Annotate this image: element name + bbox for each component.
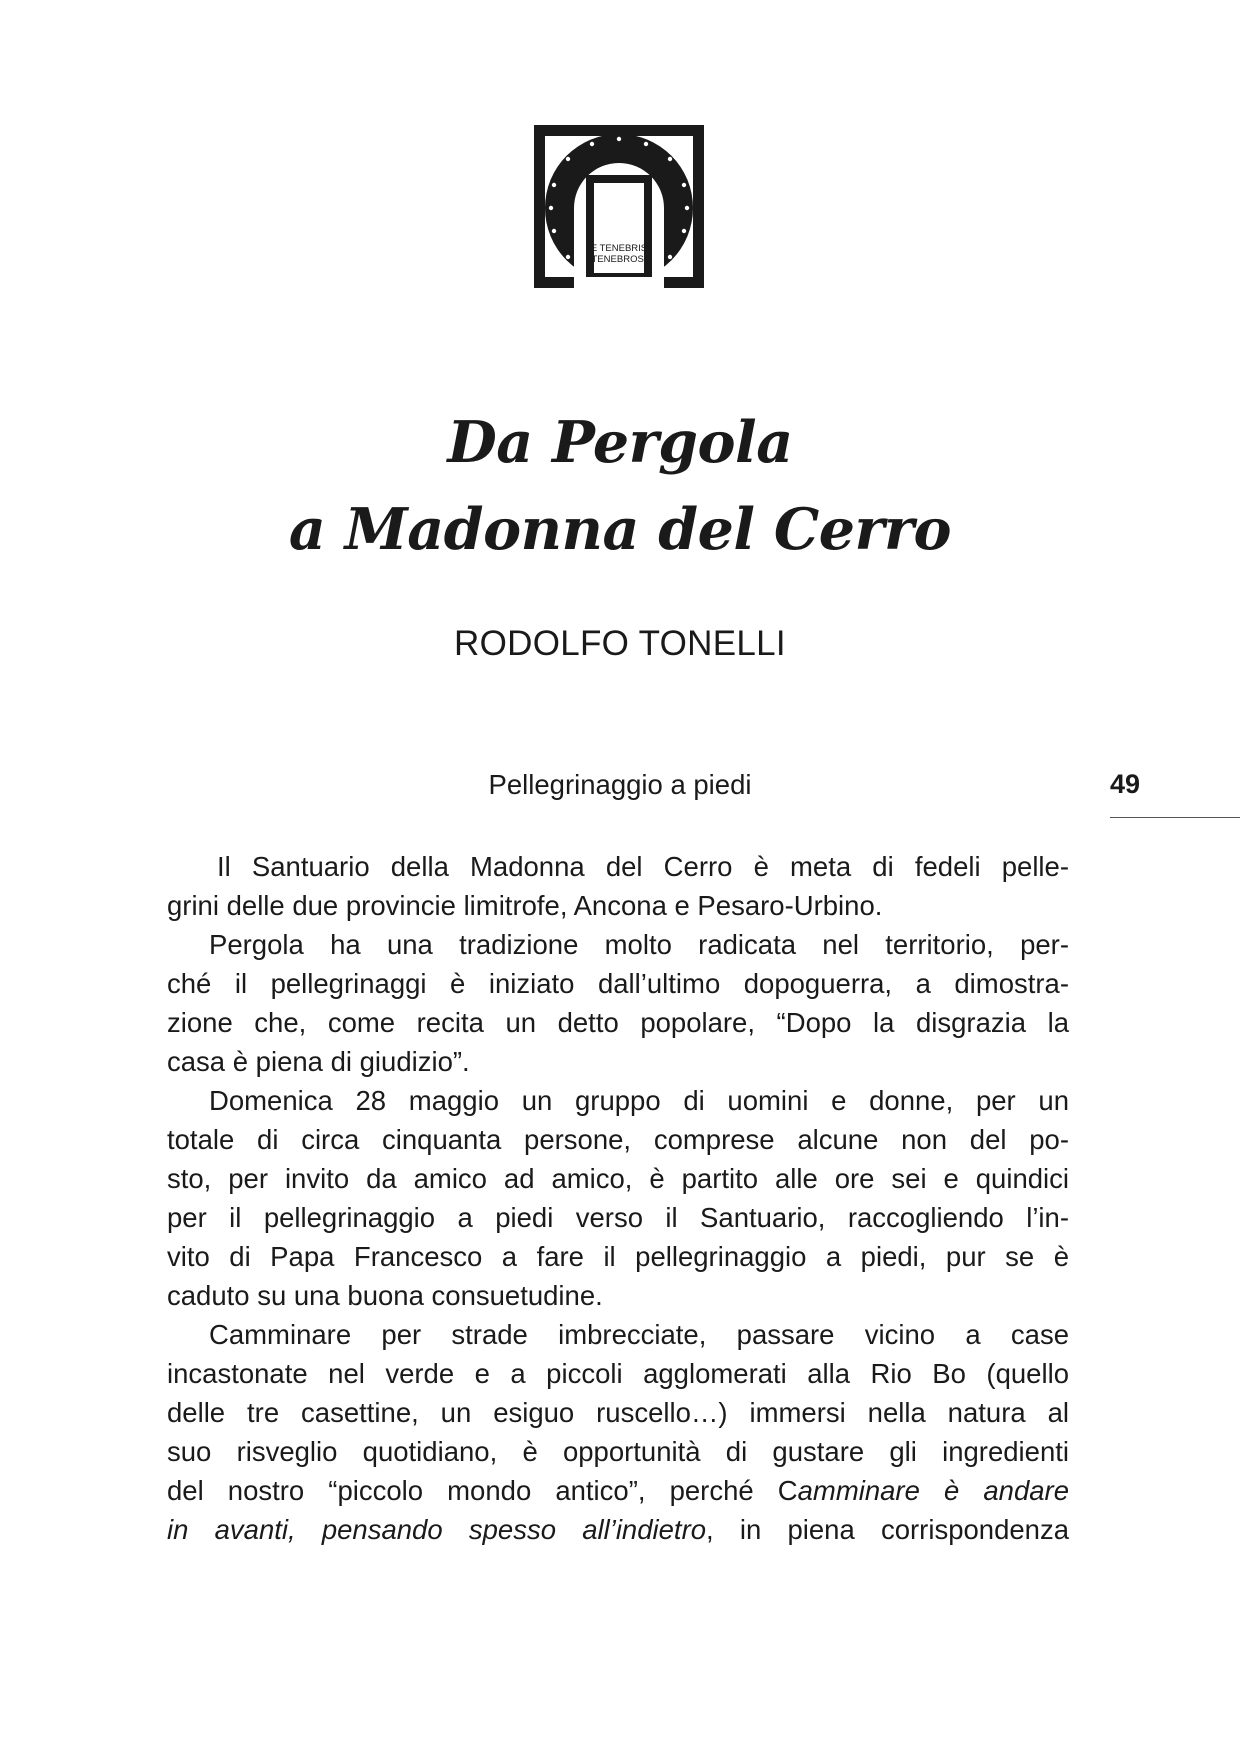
text-line: vito di Papa Francesco a fare il pellegrinaggio a piedi, pur se è [167,1241,1069,1272]
text-line: delle tre casettine, un esiguo ruscello…) immersi nella natura al [167,1397,1069,1428]
text-line: Camminare per strade imbrecciate, passare vicino a case [209,1319,1069,1350]
text-line: sto, per invito da amico ad amico, è partito alle ore sei e quindici [167,1163,1069,1194]
text-line-mixed [167,1510,1069,1549]
text-line: casa è piena di giudizio”. [167,1046,470,1077]
article-body [167,847,1069,1549]
text-line-mixed [167,1471,1069,1510]
author-name: RODOLFO TONELLI [454,624,786,663]
text-line: Pergola ha una tradizione molto radicata nel territorio, per- [209,929,1069,960]
text-line: grini delle due provincie limitrofe, Ancona e Pesaro-Urbino. [167,890,883,921]
text-line: zione che, come recita un detto popolare, “Dopo la disgrazia la [167,1007,1069,1038]
text-span: del nostro “piccolo mondo antico”, perché C [167,1475,798,1506]
logo-text-line2: TENEBROSI [591,254,647,265]
italic-span: amminare è andare [797,1475,1069,1506]
logo-mark [534,125,704,288]
publisher-logo [534,125,704,288]
text-span: , in piena corrispondenza [706,1514,1069,1545]
title-line-2: a Madonna del Cerro [288,496,952,563]
text-line: incastonate nel verde e a piccoli agglomerati alla Rio Bo (quello [167,1358,1069,1389]
logo-text-line1: E TENEBRIS [590,243,648,254]
text-line: suo risveglio quotidiano, è opportunità di gustare gli ingredienti [167,1436,1069,1467]
italic-span: in avanti, pensando spesso all’indietro [167,1514,707,1545]
text-line: totale di circa cinquanta persone, comprese alcune non del po- [167,1124,1069,1155]
section-subtitle: Pellegrinaggio a piedi [488,769,752,800]
page-number-rule [1110,817,1240,818]
title-line-1: Da Pergola [447,409,793,476]
text-line: per il pellegrinaggio a piedi verso il Santuario, raccogliendo l’in- [167,1202,1069,1233]
page-number: 49 [1110,769,1141,799]
text-line: Il Santuario della Madonna del Cerro è meta di fedeli pelle- [217,851,1069,882]
text-line: caduto su una buona consuetudine. [167,1280,603,1311]
text-line: ché il pellegrinaggi è iniziato dall’ultimo dopoguerra, a dimostra- [167,968,1069,999]
text-line: Domenica 28 maggio un gruppo di uomini e donne, per un [209,1085,1069,1116]
